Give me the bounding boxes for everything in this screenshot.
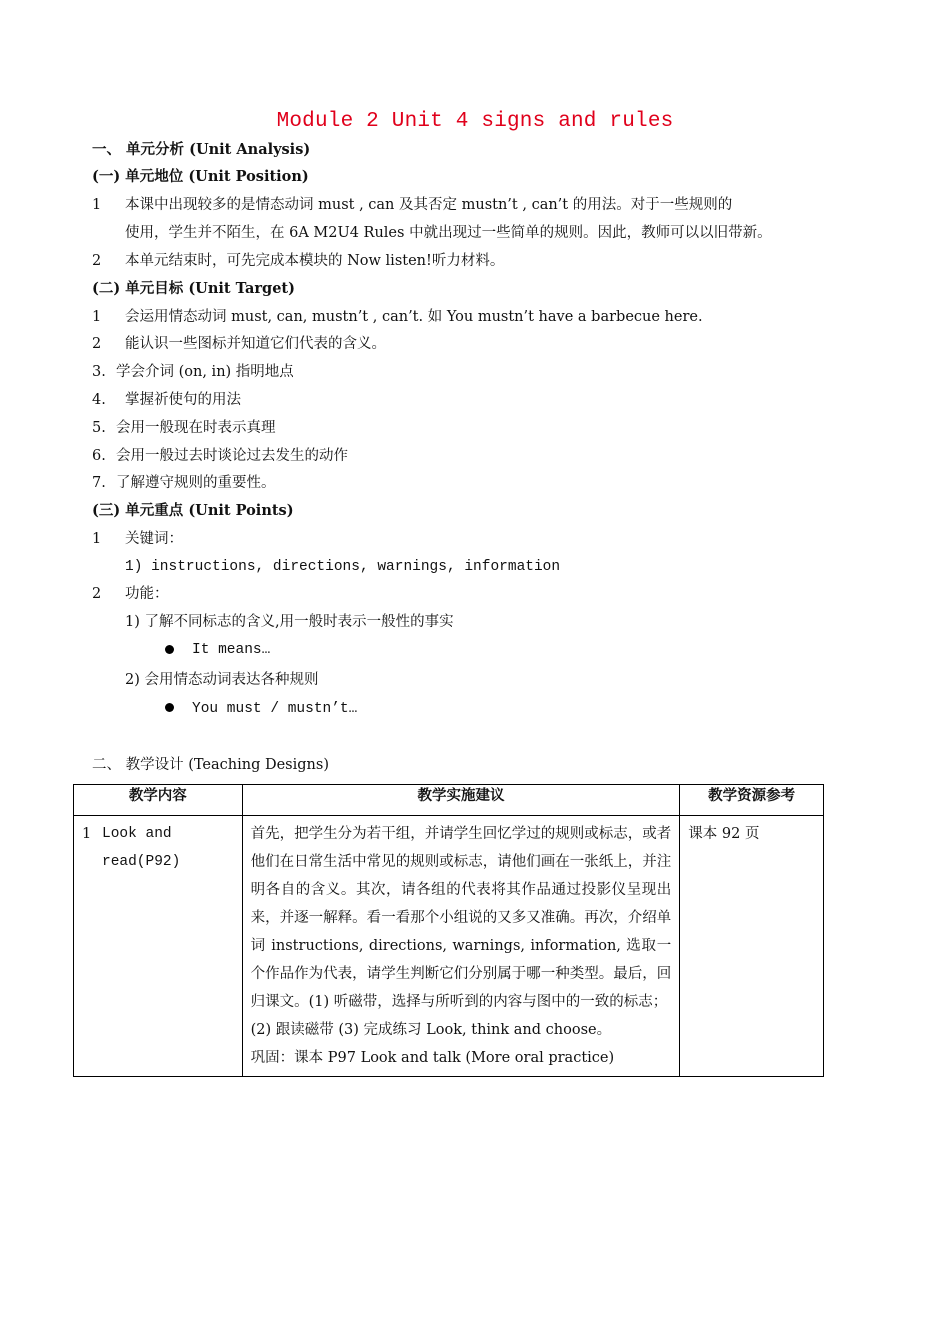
suggestion-text-3: 巩固：课本 P97 Look and talk (More oral practice) <box>250 1050 615 1066</box>
target-item1-number: 1 <box>92 309 102 325</box>
bullet-icon <box>165 703 174 712</box>
page-title: Module 2 Unit 4 signs and rules <box>276 110 674 133</box>
target-heading: (二) 单元目标 (Unit Target) <box>92 280 295 297</box>
content-cell <box>74 816 243 1077</box>
section2-heading: 二、 教学设计 (Teaching Designs) <box>92 757 329 773</box>
function1-text: 1) 了解不同标志的含义,用一般时表示一般性的事实 <box>125 614 454 630</box>
points-item1-number: 1 <box>92 531 102 547</box>
table-row <box>74 816 824 1077</box>
function2-text: 2) 会用情态动词表达各种规则 <box>125 672 319 688</box>
target-item4-number: 4. <box>92 392 106 408</box>
table-header-row <box>74 785 824 816</box>
target-item2-number: 2 <box>92 336 102 352</box>
content-text: Look and read(P92) <box>102 826 181 870</box>
section1-heading: 一、 单元分析 (Unit Analysis) <box>92 141 311 158</box>
row-number: 1 <box>82 826 92 842</box>
function1-example: It means… <box>192 642 271 658</box>
suggestion-text-2: (2) 跟读磁带 (3) 完成练习 Look, think and choose。 <box>250 1022 612 1038</box>
target-item1-text: 会运用情态动词 must, can, mustn’t , can’t. 如 You mustn’t have a barbecue here. <box>125 309 703 325</box>
bullet-icon <box>165 645 174 654</box>
position-item1-line1: 本课中出现较多的是情态动词 must , can 及其否定 mustn’t , can’t 的用法。对于一些规则的 <box>125 197 733 213</box>
target-item2-text: 能认识一些图标并知道它们代表的含义。 <box>125 336 386 352</box>
resource-cell: 课本 92 页 <box>680 816 824 1077</box>
position-item2-text: 本单元结束时，可先完成本模块的 Now listen!听力材料。 <box>125 253 505 269</box>
points-item2-number: 2 <box>92 586 102 602</box>
points-item2-text: 功能： <box>125 586 169 602</box>
points-heading: (三) 单元重点 (Unit Points) <box>92 502 294 519</box>
keywords-list: 1) instructions, directions, warnings, information <box>125 559 561 575</box>
target-item3-text: 学会介词 (on, in) 指明地点 <box>116 364 294 380</box>
target-item5-text: 会用一般现在时表示真理 <box>116 420 276 436</box>
function2-example: You must / mustn’t… <box>192 701 358 717</box>
target-item3-number: 3. <box>92 364 106 380</box>
target-item4-text: 掌握祈使句的用法 <box>125 392 241 408</box>
header-content: 教学内容 <box>74 785 243 816</box>
target-item5-number: 5. <box>92 420 106 436</box>
suggestion-text: 首先，把学生分为若干组，并请学生回忆学过的规则或标志，或者他们在日常生活中常见的规则或标志，请他们画在一张纸上，并注明各自的含义。其次，请各组的代表将其作品通过投影仪呈现出来，并逐一解释。看一看那个小组说的又多又准确。再次，介绍单词 instructions, directions, warnings, information, 选取一个作品作为代表，请学生判断它们分别属于哪一种类型。最后，回归课文。(1) 听磁带，选择与所听到的内容与图中的一致的标志； <box>250 826 672 1010</box>
points-item1-text: 关键词： <box>125 531 183 547</box>
position-item1-number: 1 <box>92 197 102 213</box>
position-heading: (一) 单元地位 (Unit Position) <box>92 168 309 185</box>
target-item7-number: 7. <box>92 475 106 491</box>
target-item6-number: 6. <box>92 448 106 464</box>
header-suggestion: 教学实施建议 <box>242 785 680 816</box>
position-item2-number: 2 <box>92 253 102 269</box>
teaching-design-table <box>73 784 824 1077</box>
target-item6-text: 会用一般过去时谈论过去发生的动作 <box>116 448 348 464</box>
target-item7-text: 了解遵守规则的重要性。 <box>116 475 276 491</box>
suggestion-cell <box>242 816 680 1077</box>
position-item1-line2: 使用，学生并不陌生，在 6A M2U4 Rules 中就出现过一些简单的规则。因此，教师可以以旧带新。 <box>125 225 772 241</box>
header-resource: 教学资源参考 <box>680 785 824 816</box>
